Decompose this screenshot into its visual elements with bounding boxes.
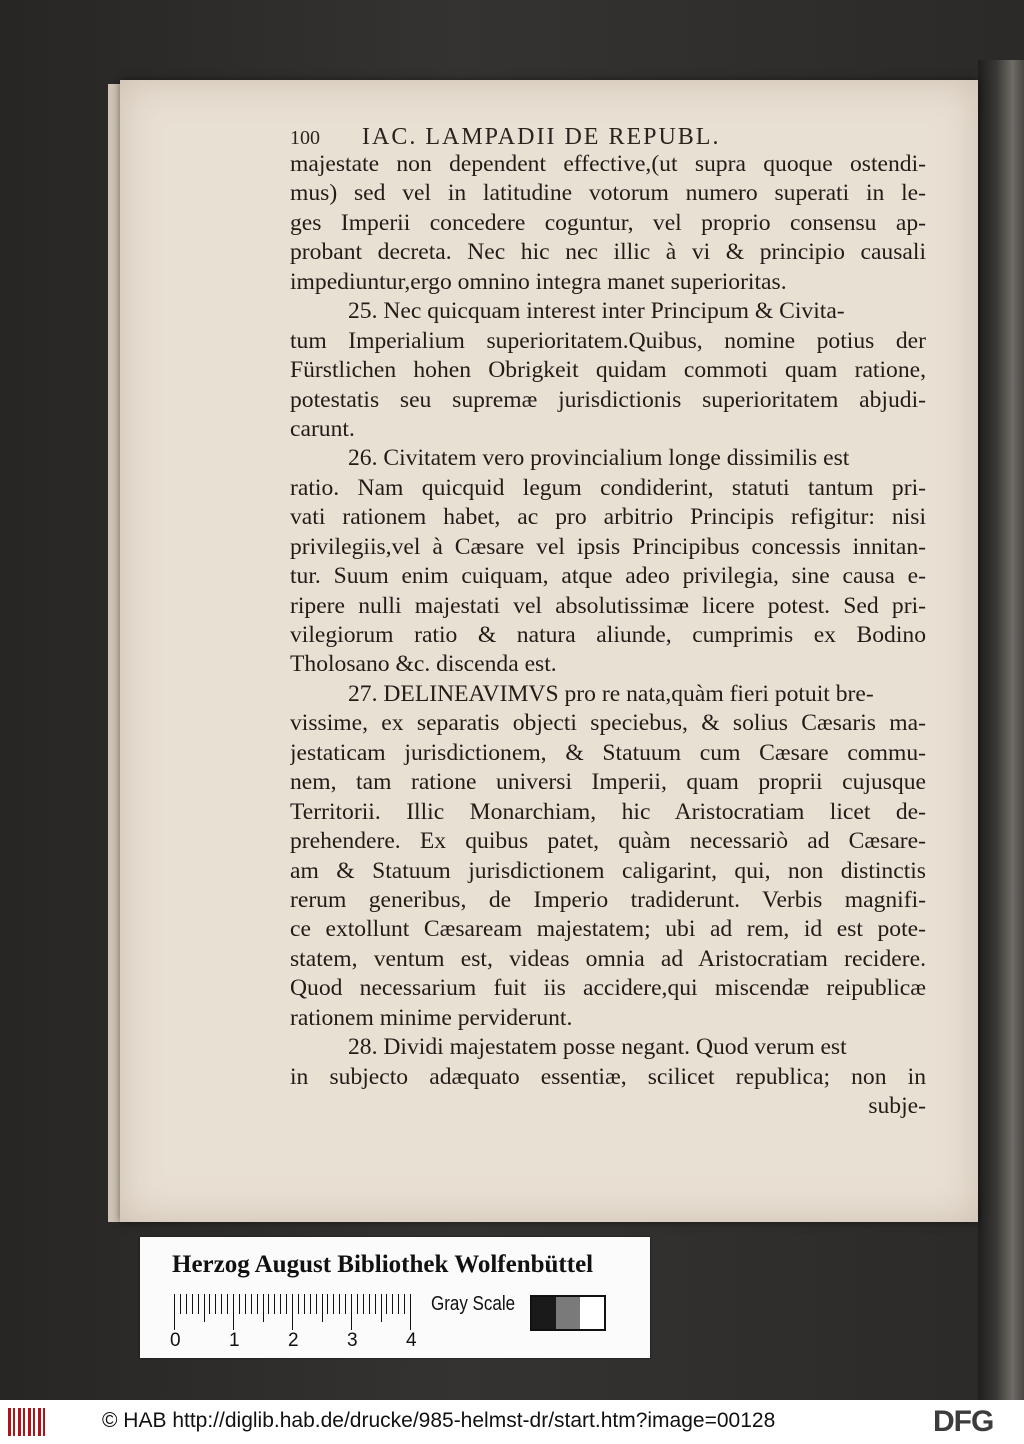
footer-bar <box>0 1400 1024 1444</box>
ruler-number: 3 <box>347 1330 358 1351</box>
ruler-tick <box>345 1294 346 1314</box>
text-line: 27. DELINEAVIMVS pro re nata,quàm fieri potuit bre- <box>348 680 874 707</box>
text-line: impediuntur,ergo omnino integra manet superioritas. <box>290 268 787 295</box>
text-line: Quod necessarium fuit iis accidere,qui miscendæ reipublicæ <box>290 975 926 1002</box>
text-line: tum Imperialium superioritatem.Quibus, nomine potius der <box>290 327 926 354</box>
ruler-tick <box>304 1294 305 1314</box>
text-line: prehendere. Ex quibus patet, quàm necessariò ad Cæsare- <box>290 828 926 855</box>
logo-bar <box>23 1408 25 1436</box>
ruler-number: 0 <box>170 1330 181 1351</box>
ruler-tick <box>204 1294 205 1322</box>
ruler-tick <box>351 1294 352 1330</box>
ruler-number: 1 <box>229 1330 240 1351</box>
ruler-tick <box>292 1294 293 1330</box>
text-line: mus) sed vel in latitudine votorum numero superati in le- <box>290 180 926 207</box>
text-line: am & Statuum jurisdictionem caligarint, qui, non distinctis <box>290 857 926 884</box>
text-line: vissime, ex separatis objecti speciebus, & solius Cæsaris ma- <box>290 710 926 737</box>
text-line: ripere nulli majestati vel absolutissimæ licere potest. Sed pri- <box>290 592 926 619</box>
logo-bar <box>28 1408 31 1436</box>
text-line: ce extollunt Cæsaream majestatem; ubi ad rem, id est pote- <box>290 916 926 943</box>
text-line: privilegiis,vel à Cæsare vel ipsis Principibus concessis innitan- <box>290 533 926 560</box>
text-line: Fürstlichen hohen Obrigkeit quidam commoti quam ratione, <box>290 357 926 384</box>
ruler-tick <box>286 1294 287 1314</box>
ruler-numbers <box>170 1330 430 1352</box>
text-line: nem, tam ratione universi Imperii, quam proprii cujusque <box>290 769 926 796</box>
text-line: 25. Nec quicquam interest inter Principum & Civita- <box>348 298 845 325</box>
ruler-tick <box>375 1294 376 1314</box>
text-line: rationem minime perviderunt. <box>290 1004 573 1031</box>
ruler-tick <box>221 1294 222 1314</box>
text-line: Territorii. Illic Monarchiam, hic Aristocratiam licet de- <box>290 798 926 825</box>
ruler-tick <box>381 1294 382 1322</box>
text-line: ratio. Nam quicquid legum condiderint, statuti tantum pri- <box>290 474 926 501</box>
text-line: majestate non dependent effective,(ut supra quoque ostendi- <box>290 151 926 177</box>
ruler-tick <box>398 1294 399 1314</box>
text-line: Tholosano &c. discenda est. <box>290 651 557 678</box>
text-line: jestaticam jurisdictionem, & Statuum cum Cæsare commu- <box>290 739 926 766</box>
ruler-tick <box>310 1294 311 1314</box>
text-line: rerum generibus, de Imperio tradiderunt. Verbis magnifi- <box>290 886 926 913</box>
text-line: potestatis seu supremæ jurisdictionis superioritatem abjudi- <box>290 386 926 413</box>
ruler-tick <box>404 1294 405 1314</box>
ruler-number: 2 <box>288 1330 299 1351</box>
library-scale-card <box>140 1237 650 1358</box>
text-line: 26. Civitatem vero provincialium longe dissimilis est <box>348 445 850 472</box>
ruler-tick <box>322 1294 323 1322</box>
ruler-tick <box>392 1294 393 1314</box>
ruler-tick <box>339 1294 340 1314</box>
logo-bar <box>18 1408 21 1436</box>
ruler-tick <box>268 1294 269 1314</box>
text-line: ges Imperii concedere coguntur, vel proprio consensu ap- <box>290 209 926 236</box>
ruler-number: 4 <box>406 1330 417 1351</box>
ruler-tick <box>316 1294 317 1314</box>
ruler-tick <box>198 1294 199 1314</box>
ruler-scale <box>174 1294 416 1330</box>
text-line: in subjecto adæquato essentiæ, scilicet republica; non in <box>290 1063 926 1090</box>
text-line: vati rationem habet, ac pro arbitrio Principis refigitur: nisi <box>290 504 926 531</box>
page-body <box>290 150 926 1121</box>
gray-swatch <box>556 1297 580 1329</box>
text-line: carunt. <box>290 415 355 442</box>
gray-swatch <box>532 1297 556 1329</box>
text-line: probant decreta. Nec hic nec illic à vi & principio causali <box>290 239 926 266</box>
library-name: Herzog August Bibliothek Wolfenbüttel <box>172 1251 594 1278</box>
ruler-tick <box>263 1294 264 1322</box>
book-edge <box>978 60 1024 1400</box>
text-line: subje- <box>868 1093 926 1119</box>
running-title: IAC. LAMPADII DE REPUBL. <box>362 124 721 150</box>
ruler-tick <box>192 1294 193 1314</box>
ruler-tick <box>257 1294 258 1314</box>
gray-swatch <box>580 1297 604 1329</box>
ruler-tick <box>215 1294 216 1314</box>
logo-bar <box>13 1408 15 1436</box>
ruler-tick <box>357 1294 358 1314</box>
ruler-tick <box>180 1294 181 1314</box>
gray-scale-label: Gray Scale <box>431 1293 516 1315</box>
ruler-tick <box>186 1294 187 1314</box>
text-line: tur. Suum enim cuiquam, atque adeo privilegia, sine causa e- <box>290 563 926 590</box>
ruler-tick <box>298 1294 299 1314</box>
text-line: vilegiorum ratio & natura aliunde, cumprimis ex Bodino <box>290 622 926 648</box>
ruler-tick <box>251 1294 252 1314</box>
ruler-tick <box>410 1294 411 1330</box>
logo-bar <box>38 1408 41 1436</box>
logo-bar <box>8 1408 11 1436</box>
ruler-tick <box>363 1294 364 1314</box>
ruler-tick <box>386 1294 387 1314</box>
dfg-logo: DFG <box>933 1405 994 1438</box>
copyright-link[interactable]: © HAB http://diglib.hab.de/drucke/985-helmst-dr/start.htm?image=00128 <box>102 1409 776 1432</box>
page-number: 100 <box>290 127 320 149</box>
ruler-tick <box>245 1294 246 1314</box>
ruler-tick <box>239 1294 240 1314</box>
ruler-tick <box>274 1294 275 1314</box>
ruler-tick <box>333 1294 334 1314</box>
ruler-tick <box>233 1294 234 1330</box>
ruler-tick <box>174 1294 175 1330</box>
ruler-tick <box>280 1294 281 1314</box>
hab-logo-icon <box>8 1408 48 1436</box>
ruler-tick <box>227 1294 228 1314</box>
logo-bar <box>33 1408 35 1436</box>
ruler-tick <box>369 1294 370 1314</box>
logo-bar <box>43 1408 45 1436</box>
text-line: statem, ventum est, videas omnia ad Aristocratiam recidere. <box>290 945 926 972</box>
ruler-tick <box>209 1294 210 1314</box>
text-line: 28. Dividi majestatem posse negant. Quod verum est <box>348 1034 847 1061</box>
ruler-tick <box>327 1294 328 1314</box>
gray-scale-swatches <box>530 1295 606 1331</box>
